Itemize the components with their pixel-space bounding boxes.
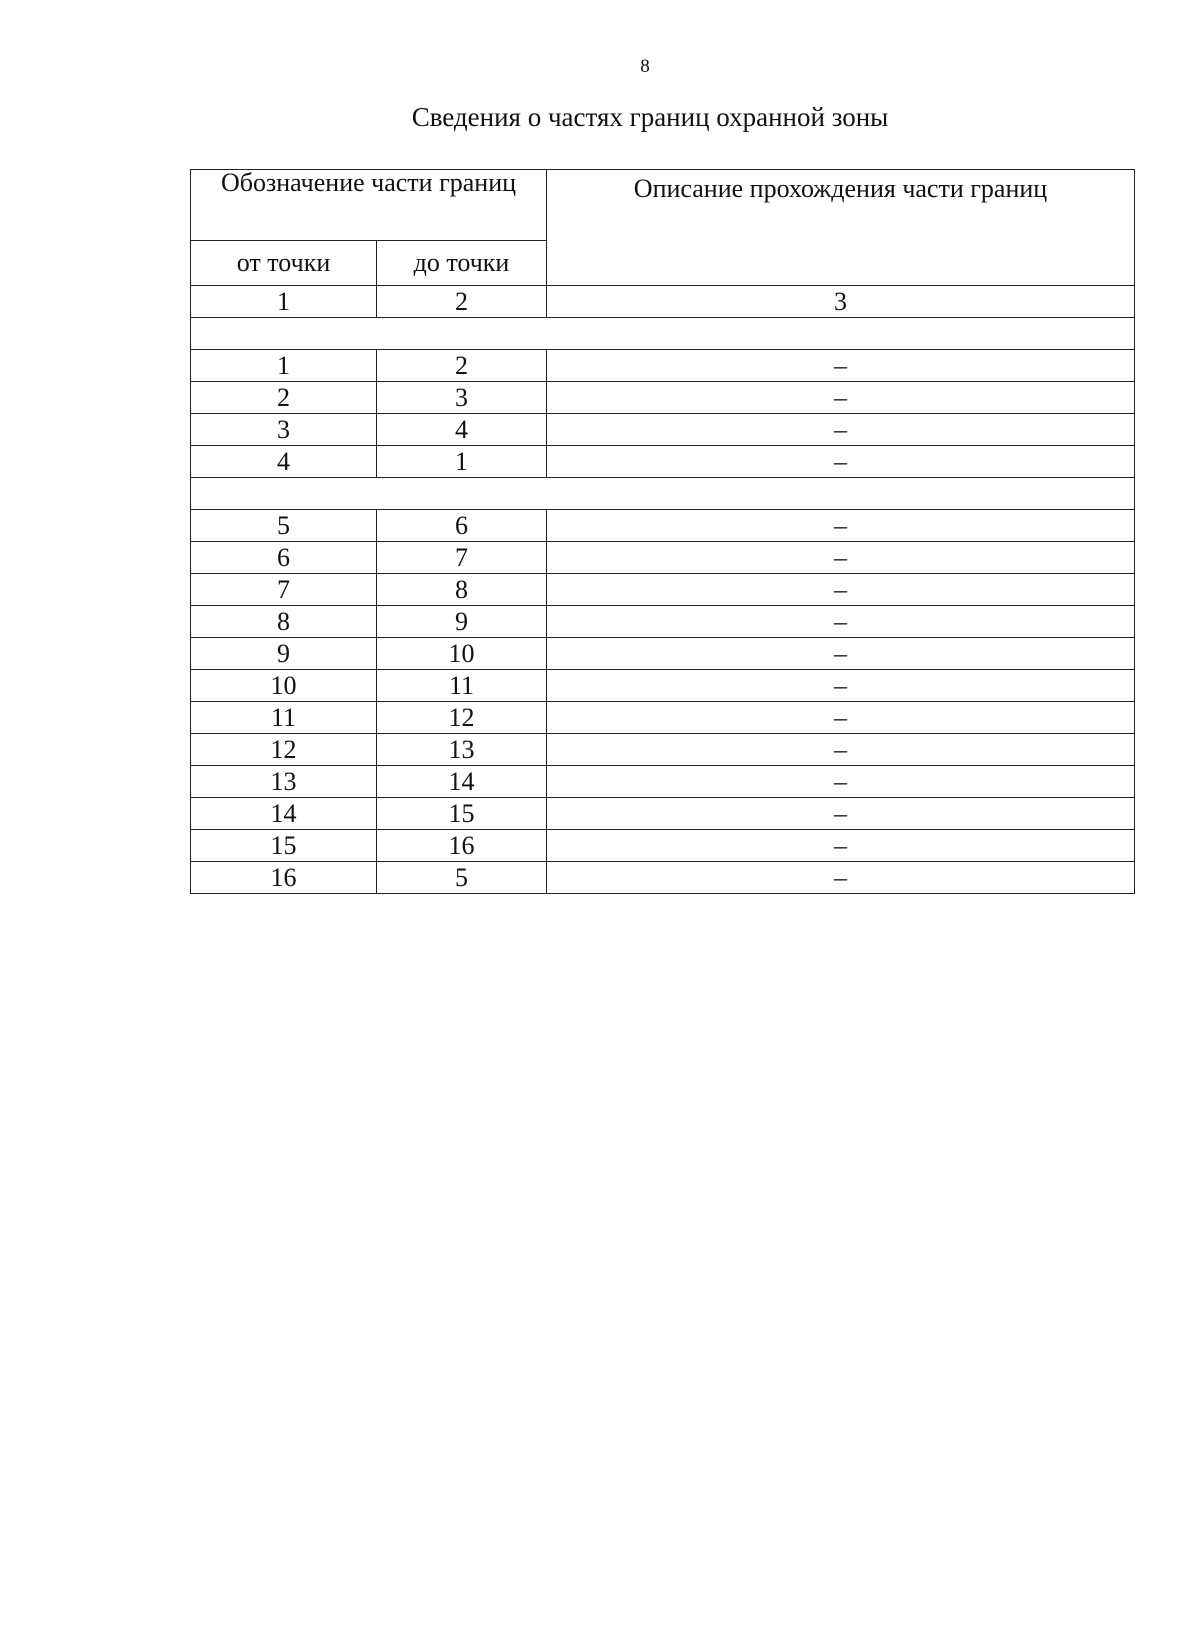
page-number: 8: [640, 56, 650, 77]
header-from-point: от точки: [191, 241, 377, 286]
table-row: [191, 350, 1135, 382]
header-description: Описание прохождения части границ: [547, 170, 1135, 286]
cell-to-point: 1: [377, 446, 547, 478]
cell-to-point: 10: [377, 638, 547, 670]
cell-from-point: 9: [191, 638, 377, 670]
column-number: 3: [547, 286, 1135, 318]
cell-from-point: 1: [191, 350, 377, 382]
table-row: [191, 414, 1135, 446]
cell-from-point: 6: [191, 542, 377, 574]
table-row: [191, 574, 1135, 606]
cell-from-point: 10: [191, 670, 377, 702]
table-row: [191, 734, 1135, 766]
cell-to-point: 8: [377, 574, 547, 606]
cell-description: –: [547, 798, 1135, 830]
cell-description: –: [547, 542, 1135, 574]
cell-to-point: 6: [377, 510, 547, 542]
table-body: [191, 170, 1135, 894]
cell-to-point: 7: [377, 542, 547, 574]
cell-to-point: 5: [377, 862, 547, 894]
cell-description: –: [547, 734, 1135, 766]
cell-from-point: 8: [191, 606, 377, 638]
cell-to-point: 12: [377, 702, 547, 734]
cell-to-point: 11: [377, 670, 547, 702]
cell-description: –: [547, 702, 1135, 734]
cell-description: –: [547, 350, 1135, 382]
table-row: [191, 382, 1135, 414]
cell-to-point: 15: [377, 798, 547, 830]
cell-from-point: 2: [191, 382, 377, 414]
cell-from-point: 14: [191, 798, 377, 830]
cell-to-point: 14: [377, 766, 547, 798]
column-number: 2: [377, 286, 547, 318]
cell-description: –: [547, 638, 1135, 670]
cell-from-point: 4: [191, 446, 377, 478]
table-row: [191, 702, 1135, 734]
header-designation: Обозначение части границ: [191, 170, 547, 241]
cell-from-point: 11: [191, 702, 377, 734]
cell-from-point: 5: [191, 510, 377, 542]
cell-from-point: 3: [191, 414, 377, 446]
table-row: [191, 606, 1135, 638]
table-row: [191, 542, 1135, 574]
cell-from-point: 13: [191, 766, 377, 798]
cell-description: –: [547, 510, 1135, 542]
cell-description: –: [547, 382, 1135, 414]
cell-description: –: [547, 862, 1135, 894]
table-row: [191, 446, 1135, 478]
table-row: [191, 510, 1135, 542]
cell-from-point: 7: [191, 574, 377, 606]
table-row: [191, 766, 1135, 798]
section-header-row: [191, 478, 1135, 510]
cell-to-point: 9: [377, 606, 547, 638]
cell-from-point: 12: [191, 734, 377, 766]
cell-from-point: 16: [191, 862, 377, 894]
cell-description: –: [547, 414, 1135, 446]
section-title: [191, 318, 1135, 350]
cell-to-point: 13: [377, 734, 547, 766]
cell-description: –: [547, 446, 1135, 478]
table-row: [191, 638, 1135, 670]
table-row: [191, 798, 1135, 830]
cell-to-point: 2: [377, 350, 547, 382]
table-row: [191, 670, 1135, 702]
table-row: [191, 862, 1135, 894]
boundary-parts-table: [190, 169, 1135, 894]
cell-description: –: [547, 766, 1135, 798]
table-row: [191, 830, 1135, 862]
cell-description: –: [547, 830, 1135, 862]
cell-to-point: 4: [377, 414, 547, 446]
cell-from-point: 15: [191, 830, 377, 862]
cell-description: –: [547, 606, 1135, 638]
section-header-row: [191, 318, 1135, 350]
header-to-point: до точки: [377, 241, 547, 286]
document-title: Сведения о частях границ охранной зоны: [411, 102, 889, 132]
header-row: [191, 170, 1135, 241]
cell-description: –: [547, 574, 1135, 606]
column-number: 1: [191, 286, 377, 318]
column-number-row: [191, 286, 1135, 318]
cell-description: –: [547, 670, 1135, 702]
section-title: [191, 478, 1135, 510]
cell-to-point: 3: [377, 382, 547, 414]
cell-to-point: 16: [377, 830, 547, 862]
